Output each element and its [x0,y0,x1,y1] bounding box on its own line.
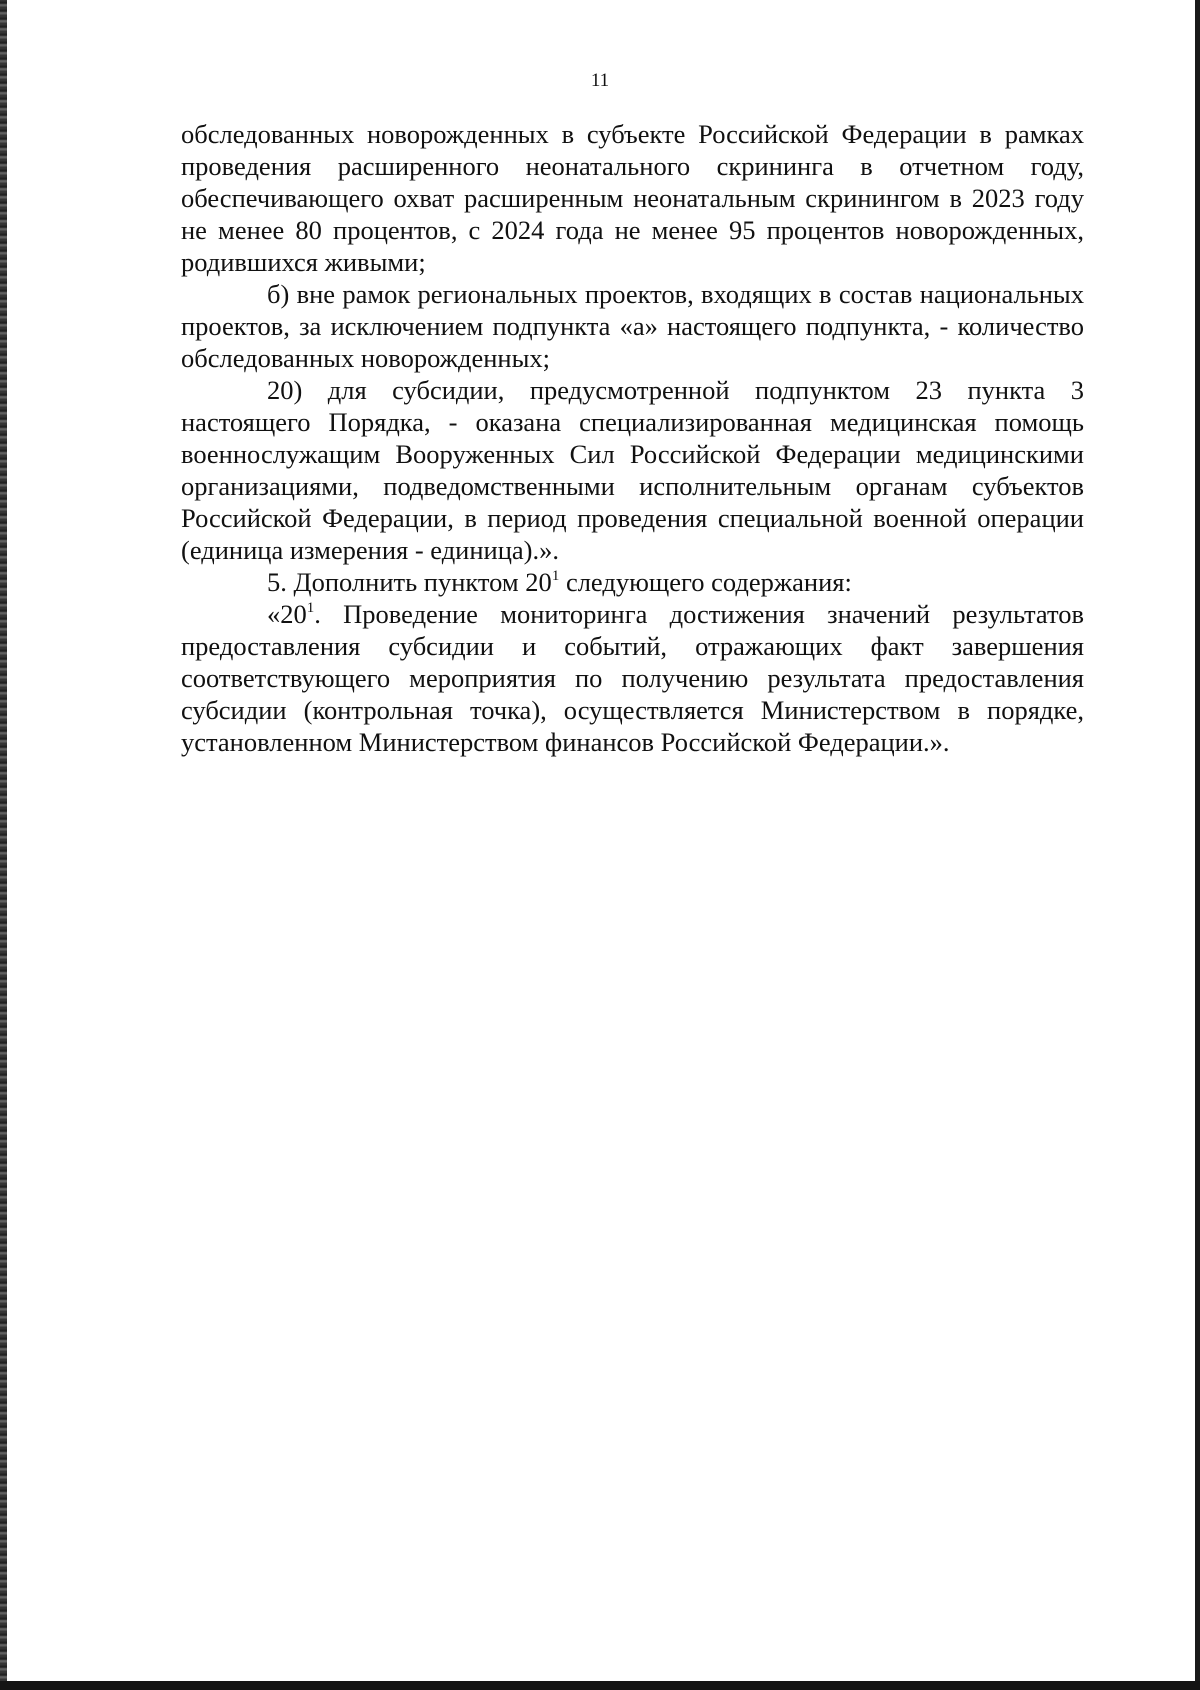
paragraph-subitem-b: б) вне рамок региональных проектов, входящих в состав национальных проектов, за исключением подпункта «а» настоящего подпункта, - количество обследованных новорожденных; [181,279,1084,373]
scan-edge-left [0,0,7,1690]
paragraph-item-20: 20) для субсидии, предусмотренной подпунктом 23 пункта 3 настоящего Порядка, - оказана специализированная медицинская помощь военнослужащим Вооруженных Сил Российской Федерации медицинскими организациями, подведомственными исполнительным органам субъектов Российской Федерации, в период проведения специальной военной операции (единица измерения - единица).». [181,375,1084,565]
document-body [181,118,1084,758]
scan-edge-bottom [0,1681,1200,1690]
superscript: 1 [551,568,560,584]
item-20-1-prefix: «20 [267,599,307,629]
paragraph-item-20-1 [181,598,1084,758]
page-number: 11 [590,70,610,91]
scan-edge-right [1195,0,1200,1690]
superscript: 1 [306,600,315,616]
paragraph-amendment-5 [181,566,1084,598]
amendment-5-text-end: следующего содержания: [559,567,852,597]
item-20-1-text: . Проведение мониторинга достижения значений результатов предоставления субсидии и событий, отражающих факт завершения соответствующего мероприятия по получению результата предоставления субсидии (контрольная точка), осуществляется Министерством в порядке, установленном Министерством финансов Российской Федерации.». [181,599,1084,757]
amendment-5-text: 5. Дополнить пунктом 20 [267,567,552,597]
paragraph-screening-continuation: обследованных новорожденных в субъекте Российской Федерации в рамках проведения расширенного неонатального скрининга в отчетном году, обеспечивающего охват расширенным неонатальным скринингом в 2023 году не менее 80 процентов, с 2024 года не менее 95 процентов новорожденных, родившихся живыми; [181,119,1084,277]
